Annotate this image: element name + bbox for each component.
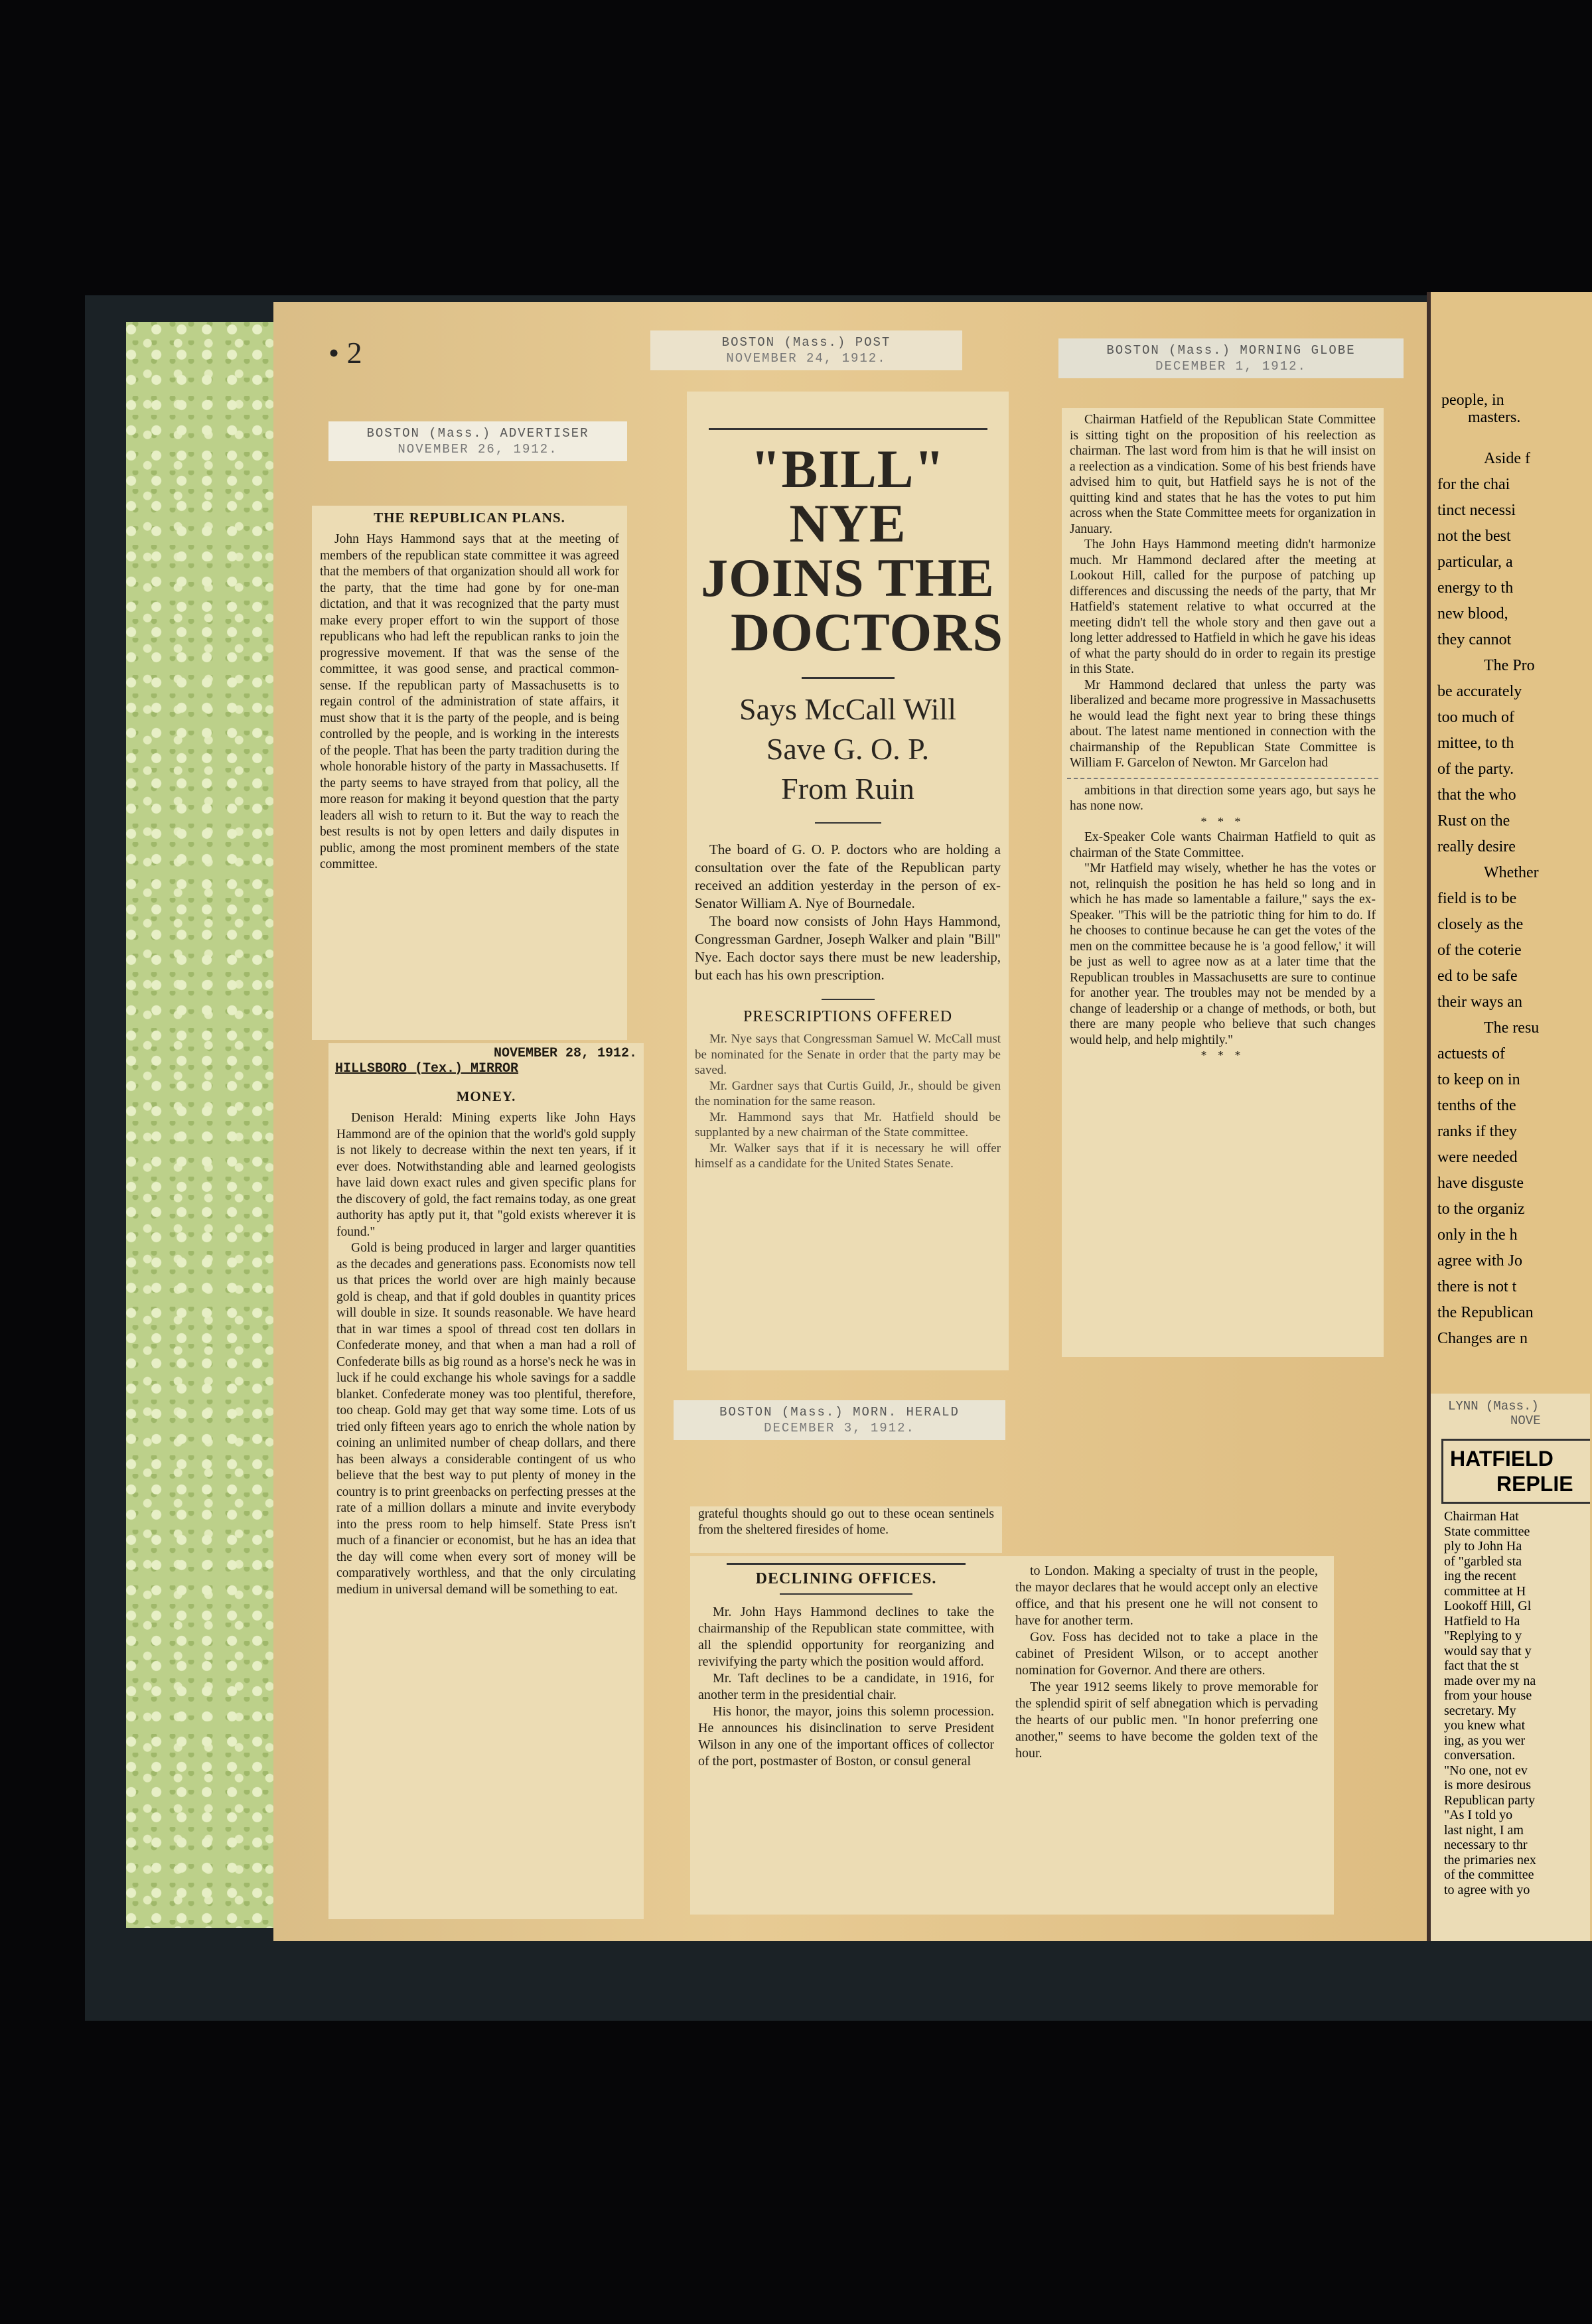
clip3-paragraph: Mr. Nye says that Congressman Samuel W. McCall must be nominated for the Senate in order that the party may be saved.	[695, 1032, 1001, 1077]
lynn-body-line: secretary. My	[1444, 1703, 1516, 1718]
next-page-line: new blood,	[1437, 605, 1508, 622]
next-page-line: only in the h	[1437, 1226, 1518, 1244]
next-page-line: tenths of the	[1437, 1097, 1516, 1114]
clip3-subhead-line: Says McCall Will	[739, 692, 956, 726]
next-page-line: they cannot	[1437, 631, 1512, 648]
clip3-sub-rule	[815, 822, 881, 824]
clip5-rule	[727, 1563, 966, 1565]
marbled-endpaper	[126, 322, 292, 1928]
lynn-body-line: fact that the st	[1444, 1658, 1519, 1673]
next-page-line: too much of	[1437, 709, 1514, 726]
clip4-paragraph: ambitions in that direction some years ago, but says he has none now.	[1070, 783, 1376, 813]
next-page-line: people, in	[1441, 392, 1504, 409]
clip3-paragraph: Mr. Walker says that if it is necessary he will offer himself as a candidate for the United States Senate.	[695, 1141, 1001, 1171]
clip5-lead	[690, 1506, 1002, 1553]
clip4-article	[1062, 408, 1384, 1357]
clip4-paragraph: The John Hays Hammond meeting didn't harmonize much. Mr Hammond declared after the meeting at Lookout Hill, called for the purpose of patching up differences and discussing the needs of the party, that Mr Hatfield's statement relative to what occurred at the meeting didn't tell the whole story and then gave out a long letter addressed to Hatfield in which he gave his ideas of what the party should do in order to regain its prestige in this State.	[1070, 538, 1376, 676]
next-page-line: not the best	[1437, 528, 1511, 545]
next-page-line: really desire	[1437, 838, 1516, 855]
clip3-headline-line: JOINS THE	[701, 547, 995, 608]
clip3-headline	[687, 439, 1009, 662]
lynn-body-line: "Replying to y	[1444, 1629, 1522, 1643]
lynn-body-line: ing the recent	[1444, 1569, 1516, 1583]
clip3-top-rule	[709, 428, 987, 430]
clip4-paragraph: "Mr Hatfield may wisely, whether he has the votes or not, relinquish the position he has held so long and in which he has made so lamentable a failure," says the ex-Speaker. "This will be the patriotic thing for him to do. If he chooses to continue because he can get the votes of the men on the committee because he is 'a good fellow,' it will be just as well to agree now as at a later time that the Republican troubles in Massachusetts are sure to continue for another year. The troubles may not be mended by a change of leadership or a change of methods, or both, but there are many people who believe that such changes would help, and help mightily."	[1070, 861, 1376, 1047]
lynn-body-line: committee at H	[1444, 1583, 1526, 1599]
next-page-line: that the who	[1437, 786, 1516, 804]
clip3-body2	[687, 1031, 1009, 1172]
clip4-stars: * * *	[1200, 1049, 1245, 1062]
next-page-line: energy to th	[1437, 579, 1514, 597]
next-page-lynn-clip	[1431, 1394, 1590, 1941]
lynn-body-line: you knew what	[1444, 1718, 1526, 1733]
clip5-paragraph: His honor, the mayor, joins this solemn procession. He announces his disinclination to serve President Wilson in any one of the important offices of collector of the port, postmaster of Boston, or consul general	[698, 1704, 994, 1769]
clip4-source: BOSTON (Mass.) MORNING GLOBE	[1106, 343, 1356, 358]
next-page-line: particular, a	[1437, 553, 1513, 571]
clip5-source: BOSTON (Mass.) MORN. HERALD	[719, 1405, 960, 1419]
clip3-section-heading: PRESCRIPTIONS OFFERED	[743, 1008, 953, 1025]
clip4-date: DECEMBER 1, 1912.	[1155, 359, 1307, 374]
clip2-date: NOVEMBER 28, 1912.	[493, 1046, 637, 1061]
clip4-paragraph: Mr Hammond declared that unless the party was liberalized and became more progressive in Massachusetts he would lead the fight next year to bring these things about. The latest name mentioned in connection with the chairmanship of the Republican State Committee is William F. Garcelon of Newton. Mr Garcelon had	[1070, 678, 1376, 770]
next-page-line: field is to be	[1437, 890, 1517, 907]
next-page-line: Rust on the	[1437, 812, 1510, 830]
clip5-date: DECEMBER 3, 1912.	[764, 1421, 915, 1435]
lynn-body-line: the primaries nex	[1444, 1852, 1536, 1867]
lynn-body-line: Chairman Hat	[1444, 1509, 1519, 1524]
lynn-headline-line: REPLIE	[1496, 1472, 1573, 1496]
next-page-line: The Pro	[1484, 657, 1535, 674]
clip4-paragraph: Ex-Speaker Cole wants Chairman Hatfield to quit as chairman of the State Committee.	[1070, 830, 1376, 860]
clip3-date: NOVEMBER 24, 1912.	[726, 351, 887, 366]
lynn-body-line: last night, I am	[1444, 1822, 1524, 1838]
clip5-article	[690, 1556, 1334, 1915]
clip1-body	[312, 532, 627, 873]
clip3-paragraph: Mr. Gardner says that Curtis Guild, Jr., should be given the nomination for the same reason.	[695, 1078, 1001, 1108]
clip5-rule	[780, 1593, 912, 1595]
lynn-body-line: would say that y	[1444, 1643, 1532, 1658]
clip2-article	[328, 1043, 644, 1919]
lynn-body-line: of "garbled sta	[1444, 1554, 1522, 1569]
next-page-line: agree with Jo	[1437, 1252, 1522, 1270]
clip2-headline: MONEY.	[456, 1088, 516, 1104]
clip5-col2	[1007, 1563, 1326, 1762]
clip3-body	[687, 841, 1009, 984]
lynn-body-line: "No one, not ev	[1444, 1763, 1528, 1778]
page-number: • 2	[328, 336, 362, 370]
clip5-paragraph: Mr. John Hays Hammond declines to take the chairmanship of the Republican state committee, with all the splendid opportunity for reorganizing and revivifying the party which the position would afford.	[698, 1605, 994, 1669]
lynn-body-line: Hatfield to Ha	[1444, 1613, 1520, 1629]
clip3-section-rule	[822, 999, 875, 1000]
lynn-headline	[1441, 1439, 1590, 1504]
lynn-body-line: State committee	[1444, 1524, 1530, 1539]
lynn-body-line: necessary to thr	[1444, 1838, 1528, 1852]
next-page-line: Aside f	[1484, 450, 1530, 467]
lynn-body-line: "As I told yo	[1444, 1808, 1513, 1822]
next-page-line: ed to be safe	[1437, 968, 1518, 985]
lynn-body-line: Republican party	[1444, 1792, 1536, 1808]
lynn-body-line: conversation.	[1444, 1748, 1516, 1763]
next-page-line: be accurately	[1437, 683, 1522, 700]
clip2-body	[328, 1110, 644, 1598]
next-page-line: were needed	[1437, 1149, 1518, 1166]
clip5-headline: DECLINING OFFICES.	[755, 1570, 937, 1587]
clip4-divider	[1067, 778, 1378, 779]
next-page-line: there is not t	[1437, 1278, 1517, 1295]
lynn-body-line: from your house	[1444, 1688, 1532, 1703]
next-page-line: Whether	[1484, 864, 1539, 881]
clip3-subhead-line: Save G. O. P.	[766, 732, 930, 766]
clip3-headline-line: DOCTORS	[730, 602, 1003, 662]
lynn-body-line: to agree with yo	[1444, 1882, 1530, 1897]
lynn-body-line: Lookoff Hill, Gl	[1444, 1599, 1532, 1613]
clip1-stamp	[328, 421, 627, 461]
lynn-headline-line: HATFIELD	[1450, 1447, 1554, 1471]
lynn-body-line: is more desirous	[1444, 1778, 1532, 1792]
clip4-body	[1062, 408, 1384, 771]
next-page-line: the Republican	[1437, 1304, 1534, 1321]
clip5-paragraph: to London. Making a specialty of trust in the people, the mayor declares that he would accept only an elective office, and that his present one he will not consent to have for another term.	[1015, 1563, 1318, 1628]
clip4-paragraph: Chairman Hatfield of the Republican State Committee is sitting tight on the proposition of his reelection as chairman. The last word from him is that he will insist on a reelection as a vindication. Some of his best friends have advised him to quit, but Hatfield says he is not of the quitting kind and states that he has the votes to put him across when the State Committee meets for organization in January.	[1070, 413, 1376, 536]
clip3-paragraph: The board of G. O. P. doctors who are holding a consultation over the fate of the Republican party received an addition yesterday in the person of ex-Senator William A. Nye of Bournedale.	[695, 841, 1001, 911]
next-page-line: to keep on in	[1437, 1071, 1520, 1088]
next-page-line: ranks if they	[1437, 1123, 1517, 1140]
clip2-paragraph: Denison Herald: Mining experts like John Hays Hammond are of the opinion that the world's gold supply is not likely to decrease within the next ten years, if it ever does. Notwithstanding able and learned geologists have laid down exact rules and given specific plans for the discovery of gold, the fact remains today, as one great authority has aptly put it, that "gold exists wherever it is found."	[336, 1111, 636, 1239]
next-page-line: mittee, to th	[1437, 735, 1514, 752]
lynn-date: NOVE	[1510, 1414, 1541, 1428]
clip3-subhead-line: From Ruin	[781, 772, 914, 806]
clip3-stamp	[650, 330, 962, 370]
lynn-body-line: ply to John Ha	[1444, 1539, 1522, 1554]
clip4-stamp	[1058, 338, 1404, 378]
lynn-body-line: ing, as you wer	[1444, 1733, 1526, 1748]
lynn-body-line: of the committee	[1444, 1867, 1534, 1882]
lynn-source: LYNN (Mass.)	[1448, 1399, 1539, 1414]
clip1-headline: THE REPUBLICAN PLANS.	[374, 510, 565, 526]
clip1-article	[312, 506, 627, 1040]
clip5-paragraph: The year 1912 seems likely to prove memorable for the splendid spirit of self abnegation which is pervading the hearts of our public men. "In honor preferring one another," seems to have become the golden text of the hour.	[1015, 1680, 1318, 1761]
clip2-paragraph: Gold is being produced in larger and larger quantities as the decades and generations pass. Economists now tell us that prices the world over are high mainly because gold is cheap, and that if gold doubles in quantity prices will double in size. It sounds reasonable. We have heard that in war times a spool of thread cost ten dollars in Confederate money, and that when a man had a roll of Confederate bills as big round as a horse's neck he was in luck if he could exchange his whole savings for a saddle blanket. Confederate money was too plentiful, therefore, too cheap. Gold may get that way some time. Lots of us tried only fifteen years ago to enrich the whole nation by coining an unlimited number of cheap dollars, and there has been always a considerable contingent of us who believe that the best way to put plenty of money in the country is to print greenbacks on perfecting presses at the rate of a million dollars a minute and invite everybody into the press room to help himself. State Press isn't much of a financier or economist, but he has an idea that the day will come when every sort of money will be comparatively worthless, and that the only circulating medium in universal demand will be something to eat.	[336, 1241, 636, 1597]
clip5-lead-text: grateful thoughts should go out to these ocean sentinels from the sheltered firesides of home.	[698, 1507, 994, 1537]
clip4-body-continued	[1062, 783, 1384, 1064]
next-page-line: The resu	[1484, 1019, 1540, 1037]
clip3-headline-line: "BILL" NYE	[750, 439, 946, 553]
next-page-line: Changes are n	[1437, 1330, 1528, 1347]
next-page-line: of the coterie	[1437, 942, 1522, 959]
next-page-line: of the party.	[1437, 761, 1514, 778]
clip4-stars: * * *	[1200, 814, 1245, 828]
next-page-line: their ways an	[1437, 993, 1522, 1011]
next-page-column	[1437, 446, 1592, 1352]
next-page-line: closely as the	[1437, 916, 1524, 933]
next-page-line: for the chai	[1437, 476, 1510, 493]
clip3-paragraph: Mr. Hammond says that Mr. Hatfield should be supplanted by a new chairman of the State committee.	[695, 1110, 1001, 1139]
next-page-line: masters.	[1468, 409, 1521, 426]
clip3-paragraph: The board now consists of John Hays Hammond, Congressman Gardner, Joseph Walker and plain "Bill" Nye. Each doctor says there must be new leadership, but each has his own prescription.	[695, 913, 1001, 983]
clip3-mid-rule	[802, 677, 895, 679]
clip1-source: BOSTON (Mass.) ADVERTISER	[366, 426, 589, 441]
clip1-paragraph: John Hays Hammond says that at the meeting of members of the republican state committee it was agreed that the members of that organization should all work for the party, that the time had gone by for one-man dictation, and that it was recognized that the party must make every proper effort to win the support of those republicans who had left the republican ranks to join the progressive movement. If that was the sense of the committee, it was good sense, and practical common-sense. If the republican party of Massachusetts is to regain control of the administration of state affairs, it must show that it is the party of the people, and is being controlled by the people, and is working in the interests of the people. That has been the party tradition during the whole honorable history of the party in Massachusetts. If the party seems to have strayed from that policy, all the more reason for making it beyond question that the party leaders all wish to return to it. But the way to reach the best results is not by open letters and daily disputes in public, among the most prominent members of the state committee.	[320, 532, 619, 871]
page-number-value: 2	[346, 336, 362, 370]
clip3-article	[687, 392, 1009, 1370]
clip5-col1-text	[690, 1604, 1002, 1770]
clip2-source: HILLSBORO (Tex.) MIRROR	[335, 1061, 519, 1076]
clip1-date: NOVEMBER 26, 1912.	[398, 442, 558, 457]
next-page-line: tinct necessi	[1437, 502, 1516, 519]
clip5-col2-text	[1007, 1563, 1326, 1762]
next-page-line: to the organiz	[1437, 1200, 1525, 1218]
lynn-body-line: made over my na	[1444, 1673, 1536, 1688]
clip5-paragraph: Mr. Taft declines to be a candidate, in 1916, for another term in the presidential chair.	[698, 1671, 994, 1702]
clip5-stamp	[674, 1400, 1005, 1440]
next-page-line: actuests of	[1437, 1045, 1505, 1062]
clip5-col1	[690, 1556, 1002, 1770]
next-page-line: have disguste	[1437, 1175, 1524, 1192]
next-page-top-clip	[1441, 392, 1592, 426]
lynn-body	[1431, 1504, 1590, 1897]
next-page	[1427, 292, 1592, 1941]
clip3-subhead	[687, 690, 1009, 809]
clip5-paragraph: Gov. Foss has decided not to take a place in the cabinet of President Wilson, or to accept another nomination for Governor. And there are others.	[1015, 1630, 1318, 1678]
clip3-source: BOSTON (Mass.) POST	[721, 335, 891, 350]
